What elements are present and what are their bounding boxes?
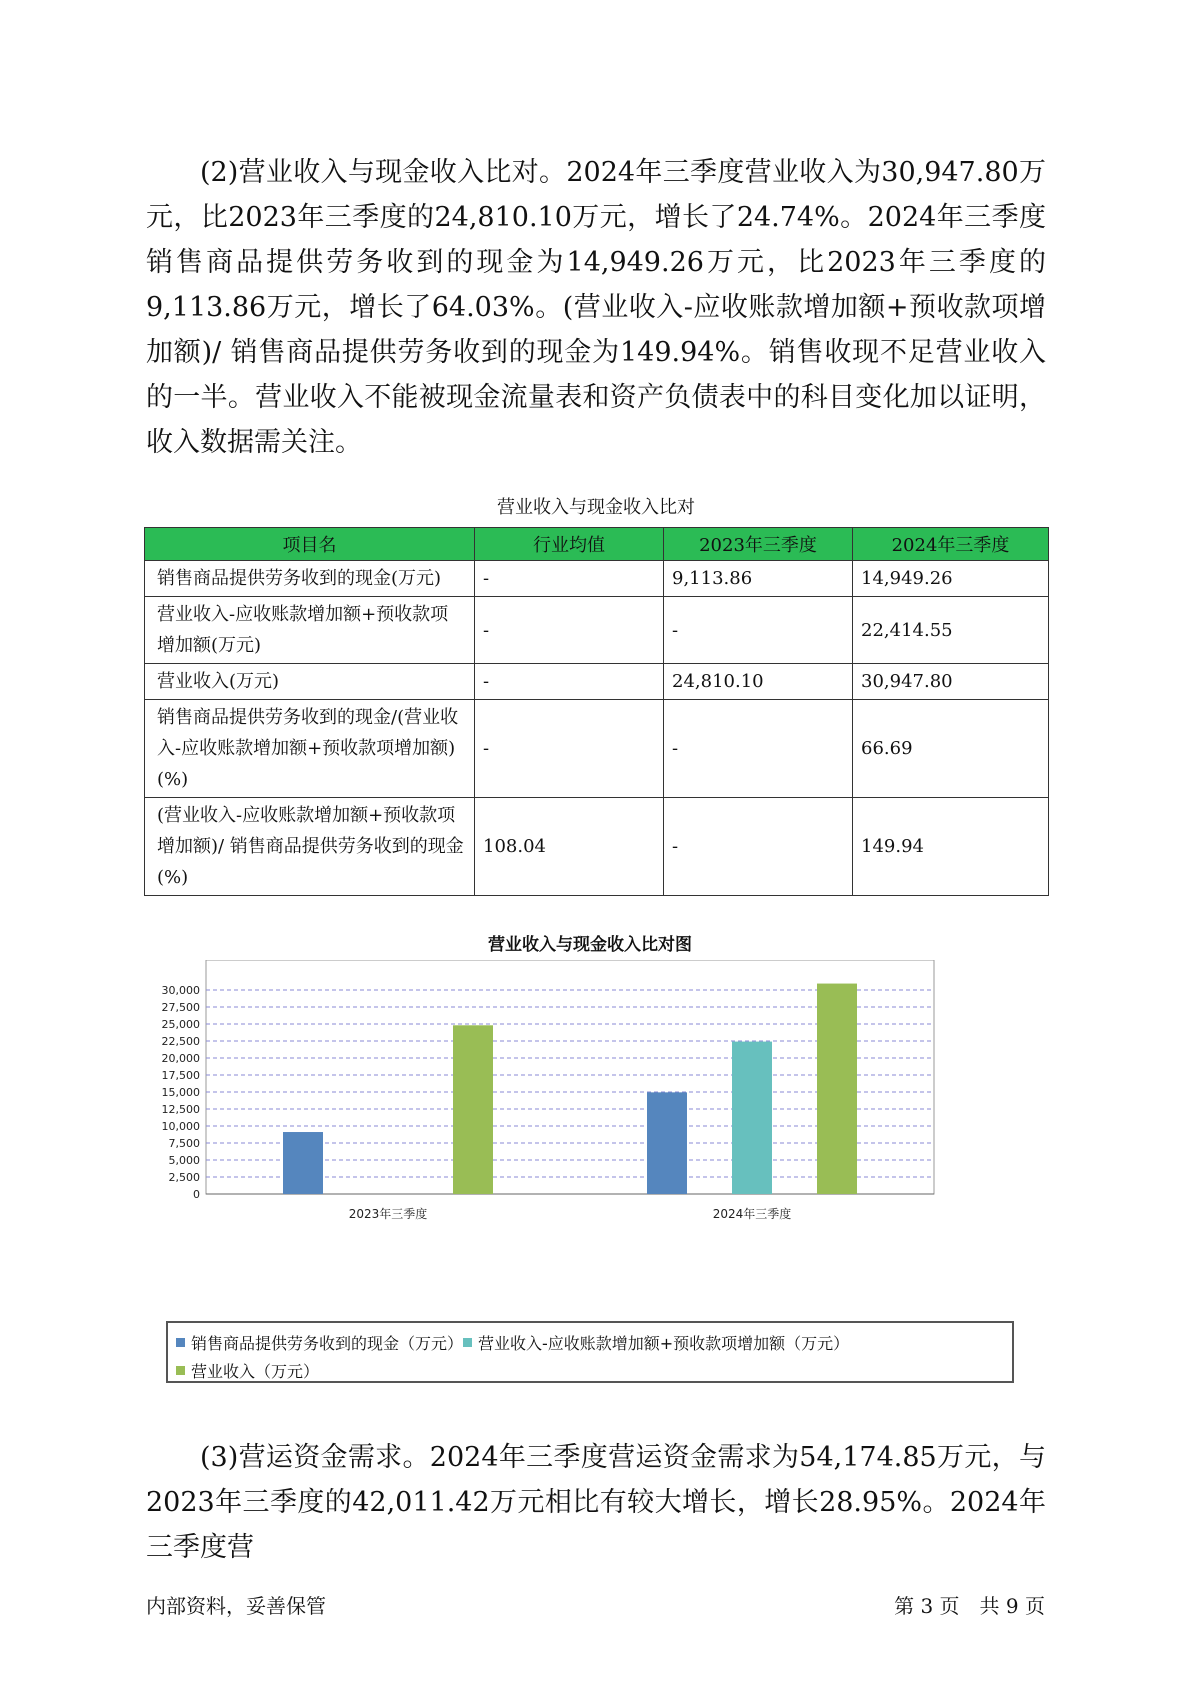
row-label: 销售商品提供劳务收到的现金/(营业收入-应收账款增加额+预收款项增加额)(%) [145, 700, 475, 798]
footer-confidential: 内部资料，妥善保管 [146, 1594, 326, 1618]
bar [453, 1025, 493, 1194]
col-header-industry-avg: 行业均值 [475, 528, 664, 561]
row-label: 销售商品提供劳务收到的现金(万元) [145, 561, 475, 597]
table-row [145, 597, 1049, 664]
table-row [145, 700, 1049, 798]
y-tick-label: 7,500 [168, 1137, 200, 1150]
footer-page-number: 第 3 页 共 9 页 [894, 1594, 1045, 1618]
legend-item-cash [176, 1331, 463, 1354]
y-tick-label: 20,000 [161, 1052, 200, 1065]
cell-2024q3: 149.94 [853, 798, 1049, 896]
chart-plot [146, 960, 1034, 1320]
row-label: 营业收入-应收账款增加额+预收款项增加额(万元) [145, 597, 475, 664]
y-tick-label: 17,500 [161, 1069, 200, 1082]
y-tick-label: 27,500 [161, 1001, 200, 1014]
legend-item-adjusted-revenue [463, 1331, 849, 1354]
revenue-cash-chart [146, 930, 1034, 1385]
legend-label-revenue: 营业收入（万元） [191, 1362, 320, 1381]
paragraph-revenue-vs-cash: (2)营业收入与现金收入比对。2024年三季度营业收入为30,947.80万元，比2023年三季度的24,810.10万元，增长了24.74%。2024年三季度销售商品提供劳务收到的现金为14,949.26万元，比2023年三季度的9,113.86万元，增长了64.03%。(营业收入-应收账款增加额+预收款项增加额)/ 销售商品提供劳务收到的现金为149.94%。销售收现不足营业收入的一半。营业收入不能被现金流量表和资产负债表中的科目变化加以证明，收入数据需关注。 [146, 157, 1046, 458]
legend-swatch-adjusted-revenue [463, 1338, 472, 1347]
y-tick-label: 2,500 [168, 1171, 200, 1184]
cell-industry-avg: - [475, 597, 664, 664]
chart-legend [166, 1321, 1014, 1383]
table-row [145, 561, 1049, 597]
cell-2023q3: - [664, 700, 853, 798]
y-tick-label: 10,000 [161, 1120, 200, 1133]
legend-item-revenue [176, 1359, 319, 1382]
cell-industry-avg: - [475, 664, 664, 700]
table-header-row [145, 528, 1049, 561]
y-tick-label: 22,500 [161, 1035, 200, 1048]
revenue-cash-table [144, 527, 1049, 896]
cell-2023q3: - [664, 597, 853, 664]
bar [647, 1092, 687, 1194]
x-tick-label: 2023年三季度 [348, 1207, 428, 1221]
cell-2023q3: 24,810.10 [664, 664, 853, 700]
y-tick-label: 15,000 [161, 1086, 200, 1099]
y-tick-label: 0 [193, 1188, 200, 1201]
cell-2024q3: 30,947.80 [853, 664, 1049, 700]
col-header-item: 项目名 [145, 528, 475, 561]
col-header-2024q3: 2024年三季度 [853, 528, 1049, 561]
paragraph-working-capital: (3)营运资金需求。2024年三季度营运资金需求为54,174.85万元，与2023年三季度的42,011.42万元相比有较大增长，增长28.95%。2024年三季度营 [146, 1442, 1046, 1563]
cell-2024q3: 22,414.55 [853, 597, 1049, 664]
chart-title: 营业收入与现金收入比对图 [488, 935, 692, 955]
y-tick-label: 25,000 [161, 1018, 200, 1031]
bar [283, 1132, 323, 1194]
x-tick-label: 2024年三季度 [712, 1207, 792, 1221]
cell-industry-avg: - [475, 700, 664, 798]
legend-swatch-revenue [176, 1366, 185, 1375]
row-label: (营业收入-应收账款增加额+预收款项增加额)/ 销售商品提供劳务收到的现金(%) [145, 798, 475, 896]
table-row [145, 664, 1049, 700]
table-caption: 营业收入与现金收入比对 [497, 497, 695, 518]
cell-2024q3: 66.69 [853, 700, 1049, 798]
legend-label-cash: 销售商品提供劳务收到的现金（万元） [191, 1334, 464, 1353]
legend-label-adjusted-revenue: 营业收入-应收账款增加额+预收款项增加额（万元） [478, 1334, 850, 1353]
y-tick-label: 5,000 [168, 1154, 200, 1167]
bar [732, 1042, 772, 1194]
row-label: 营业收入(万元) [145, 664, 475, 700]
cell-2023q3: 9,113.86 [664, 561, 853, 597]
cell-2023q3: - [664, 798, 853, 896]
cell-2024q3: 14,949.26 [853, 561, 1049, 597]
y-tick-label: 12,500 [161, 1103, 200, 1116]
col-header-2023q3: 2023年三季度 [664, 528, 853, 561]
cell-industry-avg: - [475, 561, 664, 597]
bar [817, 984, 857, 1194]
y-tick-label: 30,000 [161, 984, 200, 997]
table-row [145, 798, 1049, 896]
cell-industry-avg: 108.04 [475, 798, 664, 896]
legend-swatch-cash [176, 1338, 185, 1347]
